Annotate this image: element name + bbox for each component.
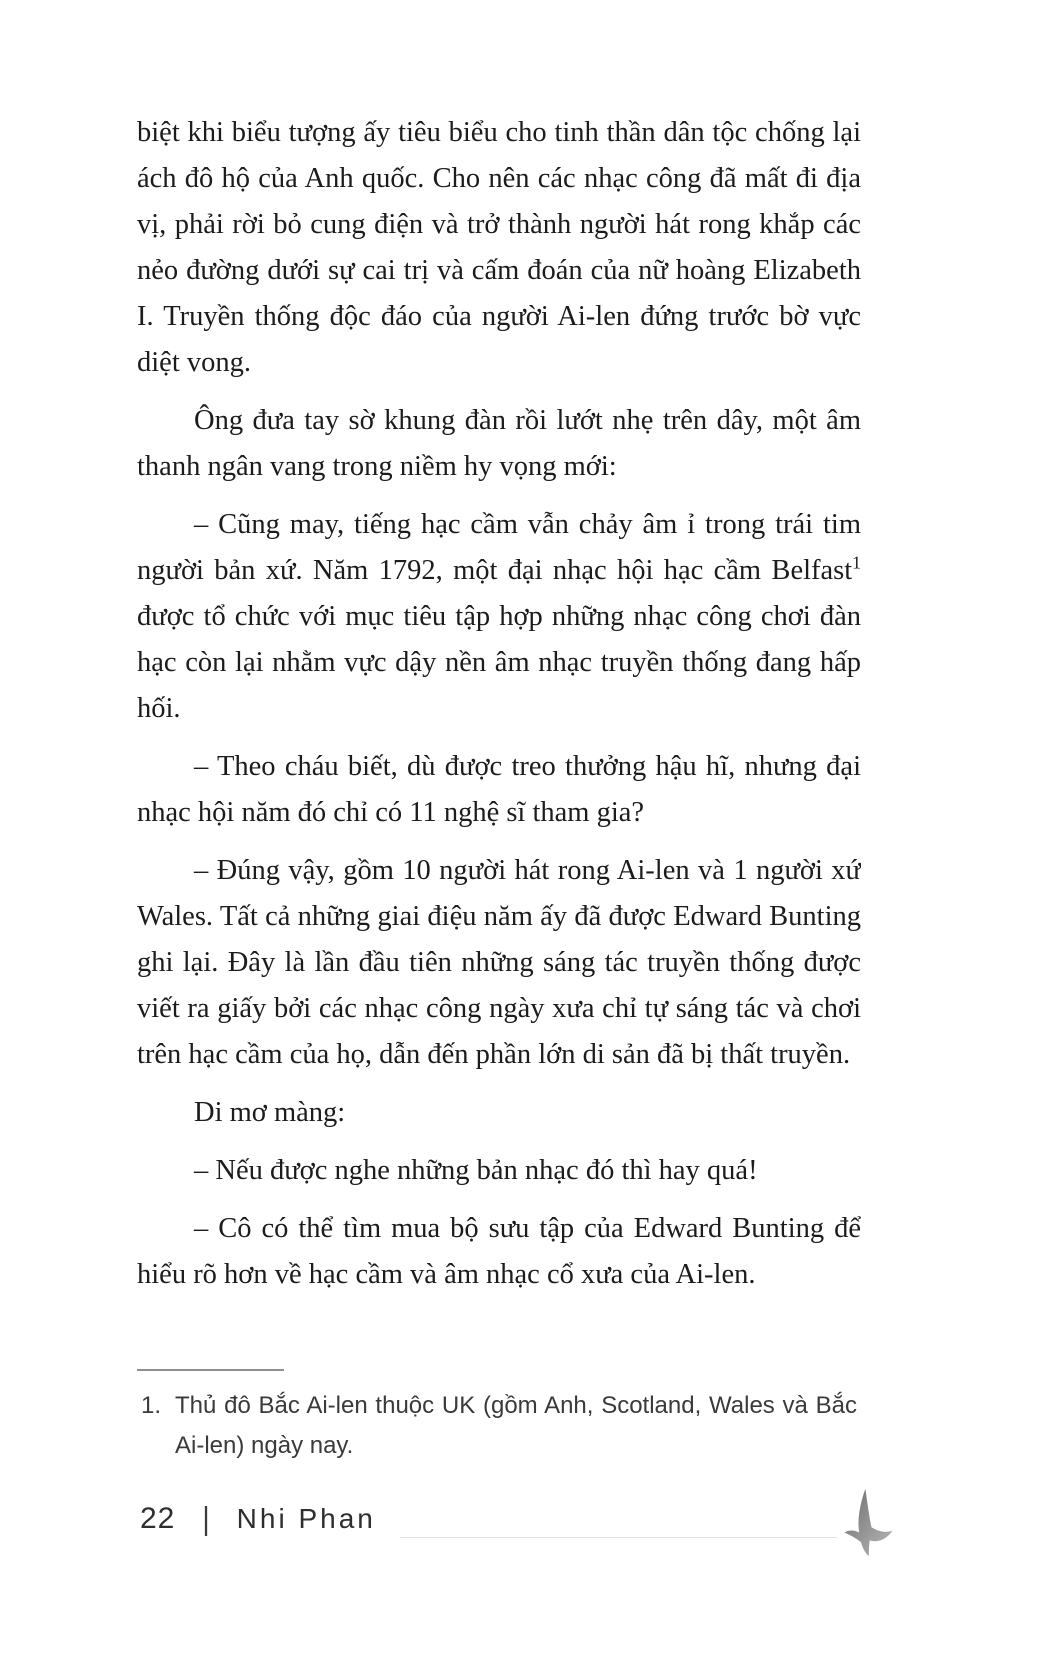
footnote-marker: 1. [141,1392,162,1419]
footnote [141,1386,857,1466]
body-text-column [137,110,861,1310]
page-footer [140,1502,376,1536]
paragraph-text: biệt khi biểu tượng ấy tiêu biểu cho tinh thần dân tộc chống lại ách đô hộ của Anh quốc. Cho nên các nhạc công đã mất đi địa vị, phải rời bỏ cung điện và trở thành người hát rong khắp các nẻo đường dưới sự cai trị và cấm đoán của nữ hoàng Elizabeth I. Truyền thống độc đáo của người Ai-len đứng trước bờ vực diệt vong. [137,117,861,378]
footnote-text: Thủ đô Bắc Ai-len thuộc UK (gồm Anh, Scotland, Wales và Bắc Ai-len) ngày nay. [175,1392,857,1459]
paragraph-text: được tổ chức với mục tiêu tập hợp những nhạc công chơi đàn hạc còn lại nhằm vực dậy nền âm nhạc truyền thống đang hấp hối. [137,601,861,724]
paragraph [137,1148,861,1194]
paragraph-text: – Cô có thể tìm mua bộ sưu tập của Edward Bunting để hiểu rõ hơn về hạc cầm và âm nhạc cổ xưa của Ai-len. [137,1213,861,1290]
paragraph-text: Ông đưa tay sờ khung đàn rồi lướt nhẹ trên dây, một âm thanh ngân vang trong niềm hy vọng mới: [137,405,861,482]
author-name: Nhi Phan [236,1503,376,1534]
paragraph [137,744,861,836]
paragraph-text: – Đúng vậy, gồm 10 người hát rong Ai-len và 1 người xứ Wales. Tất cả những giai điệu năm ấy đã được Edward Bunting ghi lại. Đây là lần đầu tiên những sáng tác truyền thống được viết ra giấy bởi các nhạc công ngày xưa chỉ tự sáng tác và chơi trên hạc cầm của họ, dẫn đến phần lớn di sản đã bị thất truyền. [137,855,861,1070]
bird-icon [841,1487,895,1557]
paragraph [137,1206,861,1298]
footer-separator: | [202,1500,210,1537]
paragraph [137,398,861,490]
footnote-ref: 1 [852,552,861,573]
footnote-separator-rule [137,1369,284,1371]
paragraph-text: – Nếu được nghe những bản nhạc đó thì hay quá! [194,1155,758,1186]
paragraph [137,502,861,732]
paragraph-text: – Theo cháu biết, dù được treo thưởng hậu hĩ, nhưng đại nhạc hội năm đó chỉ có 11 nghệ sĩ tham gia? [137,751,861,828]
footer-rule [400,1537,837,1538]
paragraph [137,1090,861,1136]
page-number: 22 [140,1502,176,1535]
paragraph-text: – Cũng may, tiếng hạc cầm vẫn chảy âm ỉ trong trái tim người bản xứ. Năm 1792, một đại nhạc hội hạc cầm Belfast [137,509,861,586]
paragraph [137,110,861,386]
paragraph [137,848,861,1078]
paragraph-text: Di mơ màng: [194,1097,346,1128]
